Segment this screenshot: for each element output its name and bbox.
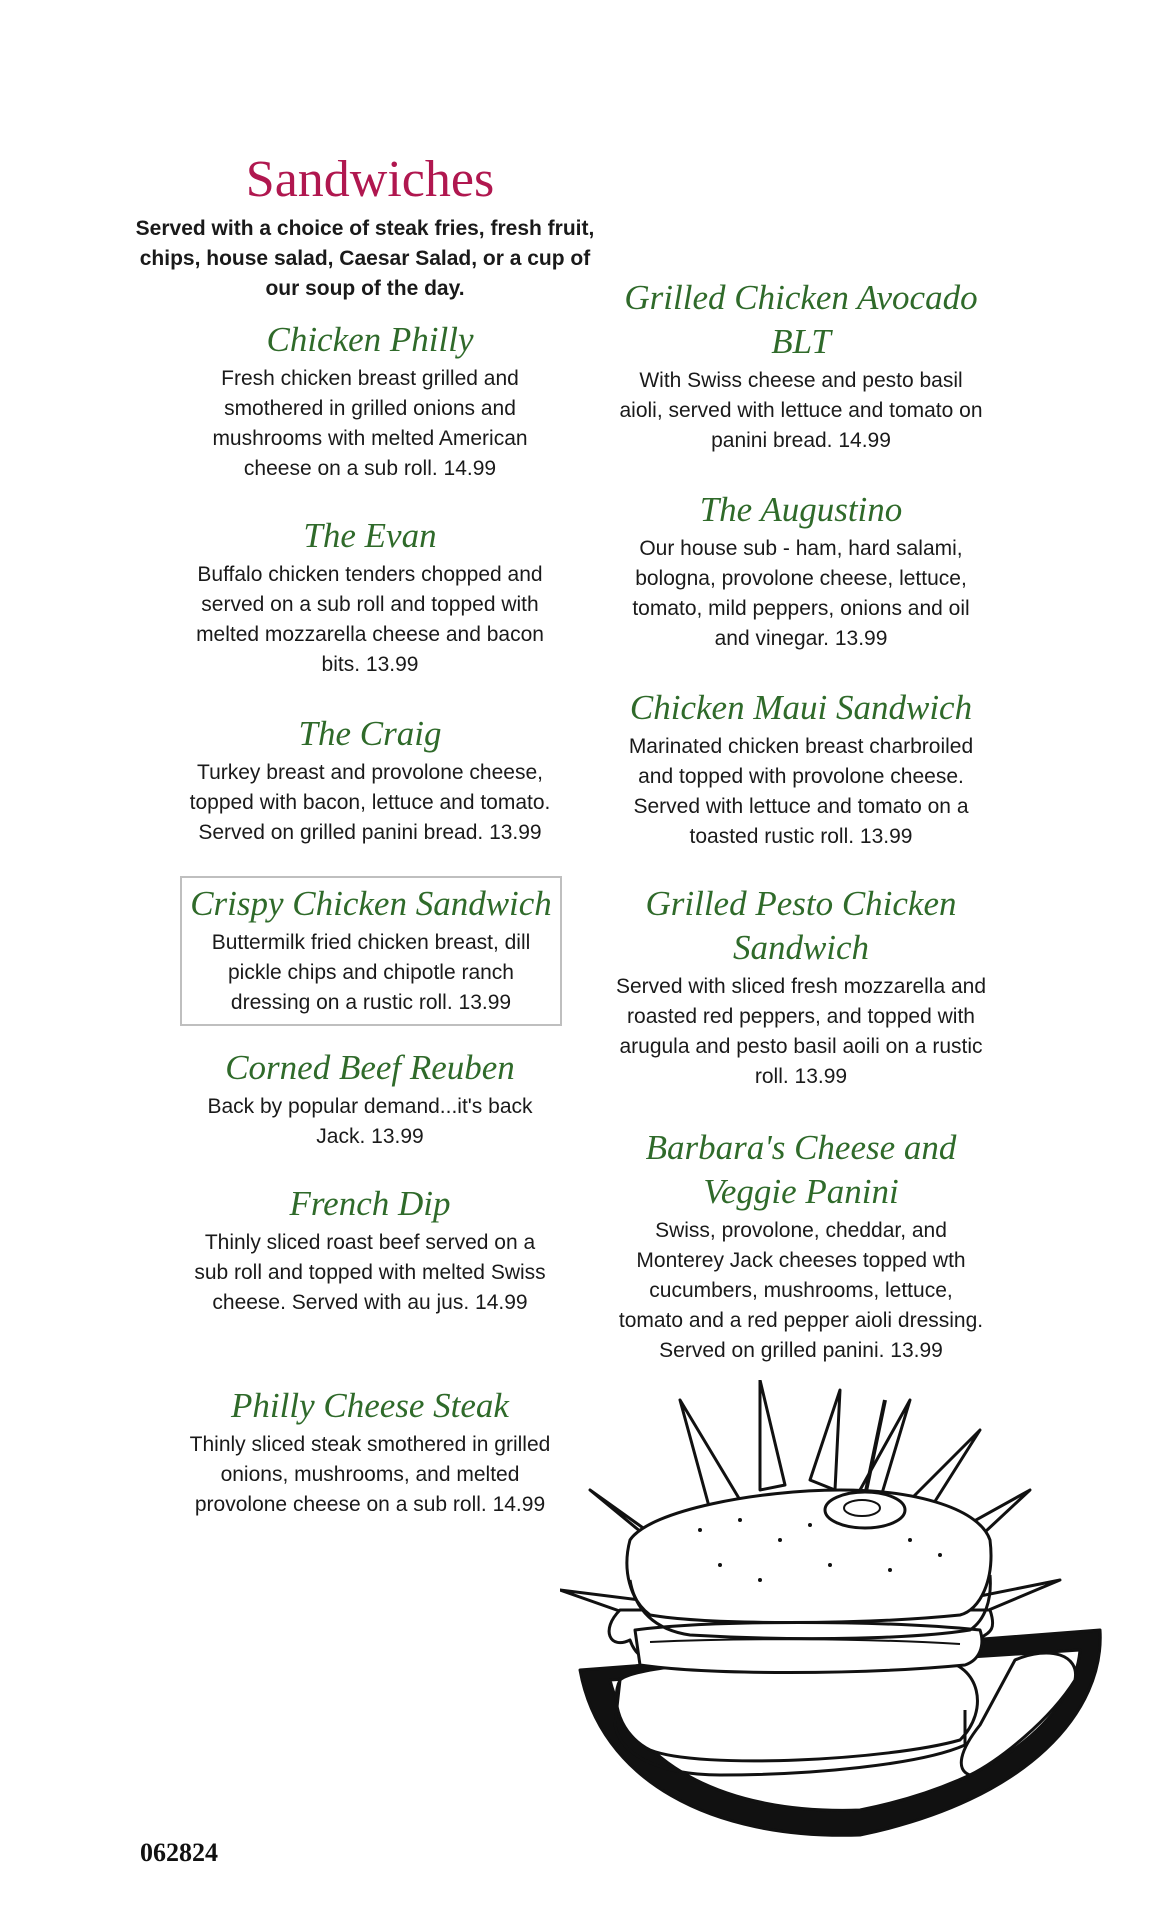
item-name: Chicken Maui Sandwich: [629, 688, 973, 727]
menu-item-the-evan: [185, 514, 555, 680]
menu-item-chicken-philly: [185, 318, 555, 484]
item-description: Our house sub - ham, hard salami, bologna, provolone cheese, lettuce, tomato, mild peppers, onions and oil and vinegar. 13.99: [632, 537, 970, 650]
item-name: Corned Beef Reuben: [225, 1048, 515, 1087]
item-name: The Evan: [303, 516, 437, 555]
sandwich-illustration-icon: [560, 1380, 1120, 1865]
menu-code: 062824: [140, 1838, 218, 1867]
item-description: Thinly sliced steak smothered in grilled onions, mushrooms, and melted provolone cheese on a sub roll. 14.99: [189, 1433, 551, 1516]
item-description: Back by popular demand...it's back Jack. 13.99: [207, 1095, 533, 1148]
item-description: With Swiss cheese and pesto basil aioli, served with lettuce and tomato on panini bread. 14.99: [619, 369, 983, 452]
item-description: Marinated chicken breast charbroiled and topped with provolone cheese. Served with lettuce and tomato on a toasted rustic roll. 13.99: [628, 735, 974, 848]
item-description: Fresh chicken breast grilled and smothered in grilled onions and mushrooms with melted American cheese on a sub roll. 14.99: [212, 367, 528, 480]
menu-item-grilled-pesto-chicken-sandwich: [616, 882, 986, 1092]
menu-item-the-augustino: [626, 488, 976, 654]
item-name: Philly Cheese Steak: [231, 1386, 509, 1425]
item-name: Crispy Chicken Sandwich: [190, 884, 552, 923]
item-description: Buffalo chicken tenders chopped and served on a sub roll and topped with melted mozzarella cheese and bacon bits. 13.99: [196, 563, 544, 676]
menu-item-barbaras-cheese-and-veggie-panini: [616, 1126, 986, 1366]
menu-item-chicken-maui-sandwich: [626, 686, 976, 852]
menu-item-french-dip: [185, 1182, 555, 1318]
item-name: Barbara's Cheese and Veggie Panini: [645, 1128, 957, 1211]
item-name: Chicken Philly: [266, 320, 474, 359]
menu-item-philly-cheese-steak: [185, 1384, 555, 1520]
item-name: French Dip: [289, 1184, 451, 1223]
item-description: Thinly sliced roast beef served on a sub roll and topped with melted Swiss cheese. Served with au jus. 14.99: [194, 1231, 546, 1314]
menu-item-crispy-chicken-sandwich: [180, 876, 562, 1026]
page-title: Sandwiches: [245, 151, 495, 208]
menu-item-the-craig: [185, 712, 555, 848]
item-description: Turkey breast and provolone cheese, topped with bacon, lettuce and tomato. Served on grilled panini bread. 13.99: [189, 761, 551, 844]
item-description: Swiss, provolone, cheddar, and Monterey Jack cheeses topped wth cucumbers, mushrooms, lettuce, tomato and a red pepper aioli dressing. Served on grilled panini. 13.99: [618, 1219, 984, 1362]
sides-note: Served with a choice of steak fries, fresh fruit, chips, house salad, Caesar Salad, or a cup of our soup of the day.: [135, 217, 595, 300]
item-name: Grilled Chicken Avocado BLT: [624, 278, 978, 361]
item-description: Served with sliced fresh mozzarella and roasted red peppers, and topped with arugula and pesto basil aoili on a rustic roll. 13.99: [616, 975, 987, 1088]
item-name: The Augustino: [699, 490, 903, 529]
item-name: Grilled Pesto Chicken Sandwich: [645, 884, 957, 967]
menu-item-grilled-chicken-avocado-blt: [616, 276, 986, 456]
menu-item-corned-beef-reuben: [190, 1046, 550, 1152]
item-name: The Craig: [298, 714, 442, 753]
item-description: Buttermilk fried chicken breast, dill pickle chips and chipotle ranch dressing on a rustic roll. 13.99: [211, 931, 531, 1014]
